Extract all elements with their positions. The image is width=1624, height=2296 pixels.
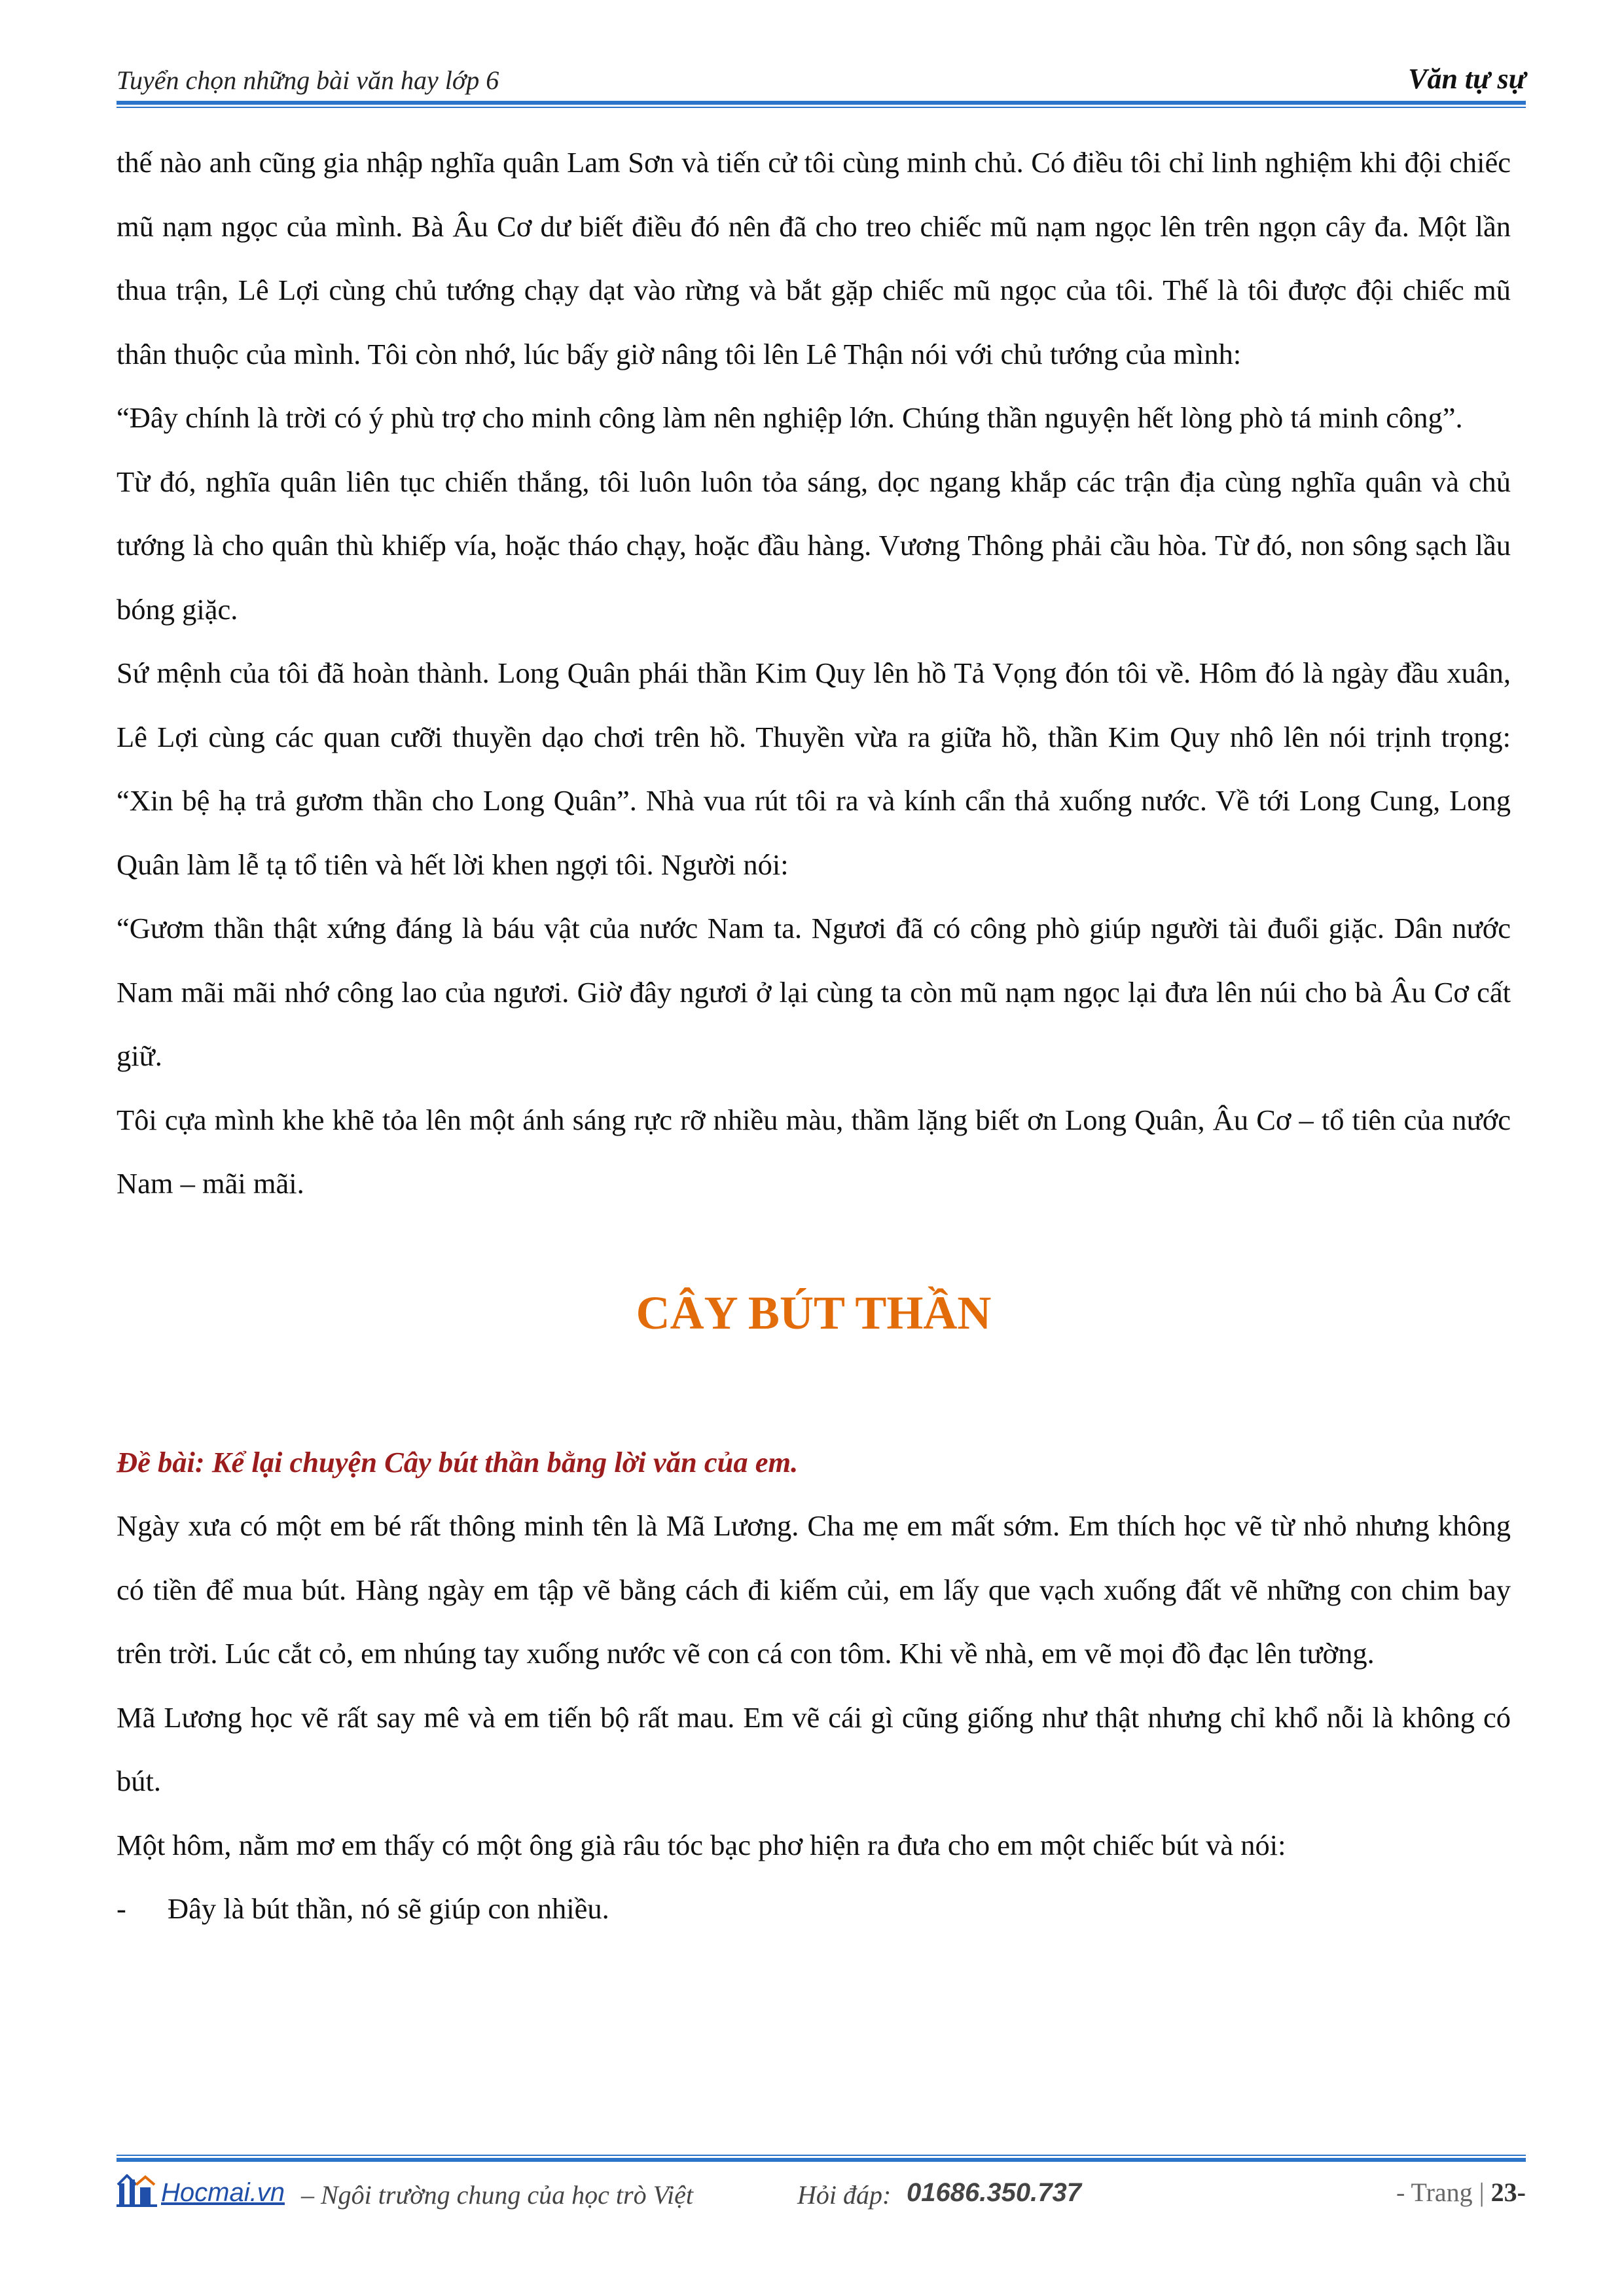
page-header: [117, 54, 1526, 99]
hotline-number: 01686.350.737: [907, 2178, 1081, 2207]
footer-slogan: – Ngôi trường chung của học trò Việt: [301, 2180, 694, 2210]
assignment-prompt: Đề bài: Kể lại chuyện Cây bút thần bằng lời văn của em.: [117, 1445, 799, 1479]
footer-divider: [117, 2155, 1526, 2161]
hotline-label: Hỏi đáp:: [797, 2180, 892, 2210]
paragraph: Tôi cựa mình khe khẽ tỏa lên một ánh sáng rực rỡ nhiều màu, thầm lặng biết ơn Long Quân, Âu Cơ – tổ tiên của nước Nam – mãi mãi.: [117, 1103, 1511, 1200]
paragraph: “Đây chính là trời có ý phù trợ cho minh công làm nên nghiệp lớn. Chúng thần nguyện hết lòng phò tá minh công”.: [117, 401, 1463, 434]
paragraph: Sứ mệnh của tôi đã hoàn thành. Long Quân phái thần Kim Quy lên hồ Tả Vọng đón tôi về. Hôm đó là ngày đầu xuân, Lê Lợi cùng các quan cưỡi thuyền dạo chơi trên hồ. Thuyền vừa ra giữa hồ, thần Kim Quy nhô lên nói trịnh trọng: “Xin bệ hạ trả gươm thần cho Long Quân”. Nhà vua rút tôi ra và kính cẩn thả xuống nước. Về tới Long Cung, Long Quân làm lễ tạ tổ tiên và hết lời khen ngợi tôi. Người nói:: [117, 656, 1511, 881]
paragraph: Ngày xưa có một em bé rất thông minh tên là Mã Lương. Cha mẹ em mất sớm. Em thích học vẽ từ nhỏ nhưng không có tiền để mua bút. Hàng ngày em tập vẽ bằng cách đi kiếm củi, em lấy que vạch xuống đất vẽ những con chim bay trên trời. Lúc cắt cỏ, em nhúng tay xuống nước vẽ con cá con tôm. Khi về nhà, em vẽ mọi đồ đạc lên tường.: [117, 1509, 1511, 1670]
paragraph: thế nào anh cũng gia nhập nghĩa quân Lam Sơn và tiến cử tôi cùng minh chủ. Có điều tôi chỉ linh nghiệm khi đội chiếc mũ nạm ngọc của mình. Bà Âu Cơ dư biết điều đó nên đã cho treo chiếc mũ nạm ngọc lên trên ngọn cây đa. Một lần thua trận, Lê Lợi cùng chủ tướng chạy dạt vào rừng và bắt gặp chiếc mũ ngọc của tôi. Thế là tôi được đội chiếc mũ thân thuộc của mình. Tôi còn nhớ, lúc bấy giờ nâng tôi lên Lê Thận nói với chủ tướng của mình:: [117, 146, 1511, 370]
paragraph: “Gươm thần thật xứng đáng là báu vật của nước Nam ta. Ngươi đã có công phò giúp người tài đuổi giặc. Dân nước Nam mãi mãi nhớ công lao của ngươi. Giờ đây ngươi ở lại cùng ta còn mũ nạm ngọc lại đưa lên núi cho bà Âu Cơ cất giữ.: [117, 912, 1511, 1072]
header-divider: [117, 101, 1526, 107]
header-section-title: Văn tự sự: [1408, 63, 1526, 95]
paragraph: Một hôm, nằm mơ em thấy có một ông già râu tóc bạc phơ hiện ra đưa cho em một chiếc bút và nói:: [117, 1828, 1286, 1861]
header-book-title: Tuyển chọn những bài văn hay lớp 6: [117, 65, 499, 95]
page-number-value: 23-: [1490, 2178, 1526, 2207]
dialogue-text: Đây là bút thần, nó sẽ giúp con nhiều.: [168, 1892, 609, 1925]
page-footer: [117, 2172, 1526, 2217]
page-number: [1396, 2177, 1526, 2208]
paragraph: Mã Lương học vẽ rất say mê và em tiến bộ rất mau. Em vẽ cái gì cũng giống như thật nhưng chỉ khổ nỗi là không có bút.: [117, 1700, 1511, 1797]
site-link[interactable]: Hocmai.vn: [161, 2178, 285, 2207]
page-content: [117, 131, 1511, 1941]
story-title: CÂY BÚT THẦN: [636, 1286, 992, 1339]
page-prefix: - Trang |: [1396, 2178, 1485, 2207]
dialogue-line: [117, 1877, 1511, 1941]
hocmai-logo-icon: [117, 2174, 157, 2208]
paragraph: Từ đó, nghĩa quân liên tục chiến thắng, tôi luôn luôn tỏa sáng, dọc ngang khắp các trận địa cùng nghĩa quân và chủ tướng là cho quân thù khiếp vía, hoặc tháo chạy, hoặc đầu hàng. Vương Thông phải cầu hòa. Từ đó, non sông sạch lầu bóng giặc.: [117, 465, 1511, 626]
dialogue-dash: -: [117, 1892, 126, 1925]
